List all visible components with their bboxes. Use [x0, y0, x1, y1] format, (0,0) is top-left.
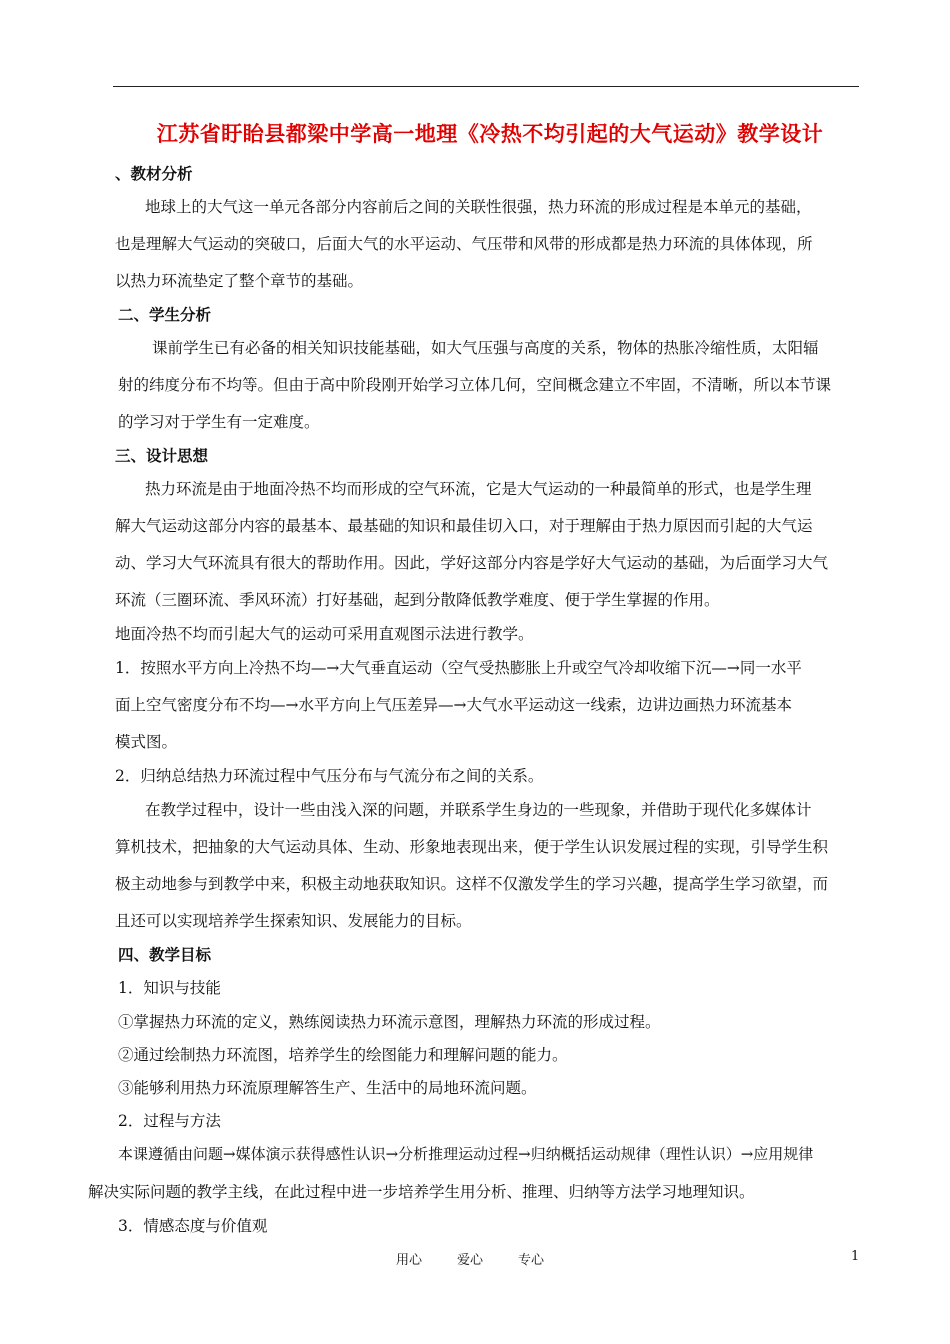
- document-title: 江苏省盱眙县都梁中学高一地理《冷热不均引起的大气运动》教学设计: [156, 122, 824, 146]
- paragraph-line: 本课遵循由问题→媒体演示获得感性认识→分析推理运动过程→归纳概括运动规律（理性认识）→应用规律: [118, 1145, 814, 1163]
- paragraph-line: 3．情感态度与价值观: [118, 1217, 268, 1235]
- paragraph-line: 课前学生已有必备的相关知识技能基础，如大气压强与高度的关系，物体的热胀冷缩性质，太阳辐: [152, 339, 819, 357]
- paragraph-line: 的学习对于学生有一定难度。: [118, 413, 320, 431]
- paragraph-line: 1．知识与技能: [118, 979, 221, 997]
- section-heading: 三、设计思想: [115, 447, 209, 465]
- list-item: ③能够利用热力环流原理解答生产、生活中的局地环流问题。: [118, 1079, 537, 1097]
- paragraph-line: 在教学过程中，设计一些由浅入深的问题，并联系学生身边的一些现象，并借助于现代化多媒体计: [145, 801, 812, 819]
- paragraph-line: 以热力环流垫定了整个章节的基础。: [115, 272, 364, 290]
- paragraph-line: 热力环流是由于地面冷热不均而形成的空气环流，它是大气运动的一种最简单的形式，也是学生理: [145, 480, 812, 498]
- paragraph-line: 算机技术，把抽象的大气运动具体、生动、形象地表现出来，便于学生认识发展过程的实现，引导学生积: [115, 838, 829, 856]
- paragraph-line: 地球上的大气这一单元各部分内容前后之间的关联性很强，热力环流的形成过程是本单元的基础，: [145, 198, 812, 216]
- paragraph-line: 射的纬度分布不均等。但由于高中阶段刚开始学习立体几何，空间概念建立不牢固，不清晰，所以本节课: [118, 376, 832, 394]
- header-rule: [113, 86, 859, 87]
- paragraph-line: 2．归纳总结热力环流过程中气压分布与气流分布之间的关系。: [115, 767, 544, 785]
- list-item: ①掌握热力环流的定义，熟练阅读热力环流示意图，理解热力环流的形成过程。: [118, 1013, 661, 1031]
- footer-motto: 爱心: [457, 1253, 484, 1268]
- paragraph-line: 2．过程与方法: [118, 1112, 221, 1130]
- paragraph-line: 1．按照水平方向上冷热不均—→大气垂直运动（空气受热膨胀上升或空气冷却收缩下沉—→同一水平: [115, 659, 802, 677]
- list-item: ②通过绘制热力环流图，培养学生的绘图能力和理解问题的能力。: [118, 1046, 568, 1064]
- section-heading: 四、教学目标: [118, 946, 212, 964]
- section-heading: 二、学生分析: [118, 306, 212, 324]
- paragraph-line: 且还可以实现培养学生探索知识、发展能力的目标。: [115, 912, 472, 930]
- footer-motto: 专心: [518, 1253, 545, 1268]
- paragraph-line: 极主动地参与到教学中来，积极主动地获取知识。这样不仅激发学生的学习兴趣，提高学生学习欲望，而: [115, 875, 829, 893]
- paragraph-line: 地面冷热不均而引起大气的运动可采用直观图示法进行教学。: [115, 625, 534, 643]
- paragraph-line: 也是理解大气运动的突破口，后面大气的水平运动、气压带和风带的形成都是热力环流的具体体现，所: [115, 235, 813, 253]
- paragraph-line: 面上空气密度分布不均—→水平方向上气压差异—→大气水平运动这一线索，边讲边画热力环流基本: [115, 696, 792, 714]
- section-heading: 、教材分析: [115, 165, 193, 183]
- paragraph-line: 环流（三圈环流、季风环流）打好基础，起到分散降低教学难度、便于学生掌握的作用。: [115, 591, 720, 609]
- paragraph-line: 解大气运动这部分内容的最基本、最基础的知识和最佳切入口，对于理解由于热力原因而引起的大气运: [115, 517, 813, 535]
- paragraph-line: 动、学习大气环流具有很大的帮助作用。因此，学好这部分内容是学好大气运动的基础，为后面学习大气: [115, 554, 829, 572]
- page-number: 1: [851, 1249, 860, 1264]
- footer-motto: 用心: [396, 1253, 423, 1268]
- paragraph-line: 模式图。: [115, 733, 178, 751]
- paragraph-line: 解决实际问题的教学主线，在此过程中进一步培养学生用分析、推理、归纳等方法学习地理知识。: [88, 1183, 755, 1201]
